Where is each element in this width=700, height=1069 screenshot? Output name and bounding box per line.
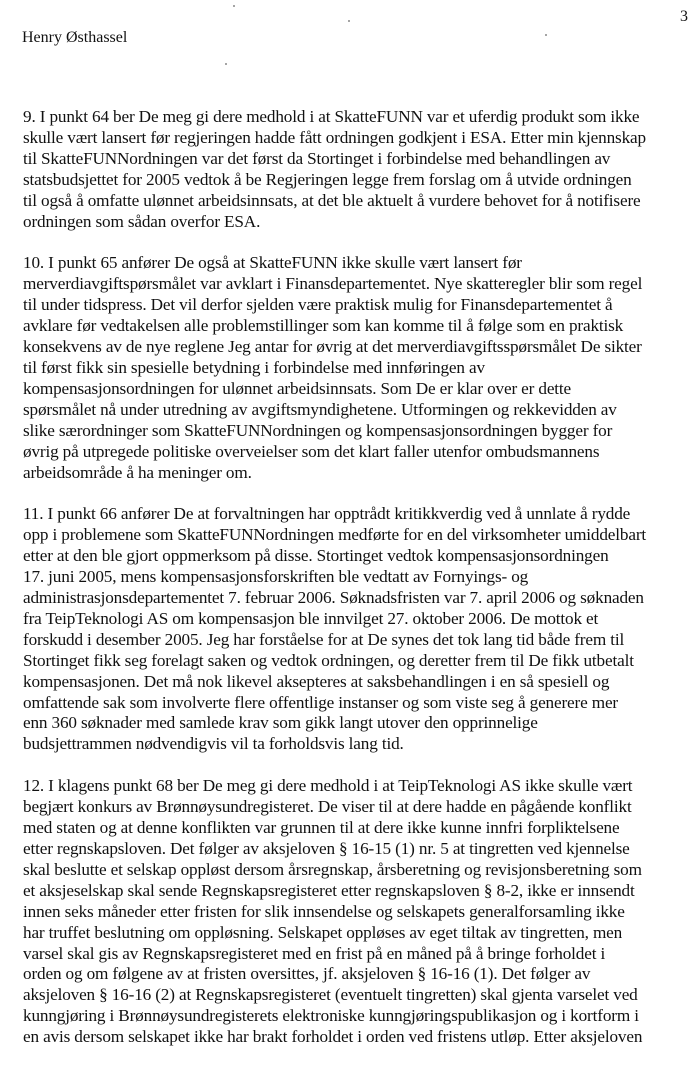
- letter-body: [23, 107, 688, 1069]
- text-line: skulle vært lansert før regjeringen hadde fått ordningen godkjent i ESA. Etter min kjennskap: [23, 127, 646, 147]
- text-line: enn 360 søknader med samlede krav som gikk langt utover den opprinnelige: [23, 713, 538, 733]
- text-line: kunngjøring i Brønnøysundregisterets elektroniske kunngjøringspublikasjon og i kortform i: [23, 1006, 639, 1026]
- page-number: 3: [680, 8, 688, 25]
- text-line: statsbudsjettet for 2005 vedtok å be Regjeringen legge frem forslag om å utvide ordningen: [23, 169, 632, 189]
- text-line: 10. I punkt 65 anfører De også at SkatteFUNN ikke skulle vært lansert før: [23, 253, 522, 273]
- scan-speck: [225, 63, 227, 65]
- text-line: forskudd i desember 2005. Jeg har forståelse for at De synes det tok lang tid både frem til: [23, 629, 625, 649]
- text-line: ordningen som sådan overfor ESA.: [23, 211, 261, 231]
- text-line: 12. I klagens punkt 68 ber De meg gi dere medhold i at TeipTeknologi AS ikke skulle vært: [23, 776, 633, 796]
- text-line: til under tidspress. Det vil derfor sjelden være praktisk mulig for Finansdepartementet å: [23, 295, 613, 315]
- text-line: innen seks måneder etter fristen for slik innsendelse og selskapets generalforsamling ikke: [23, 901, 625, 921]
- paragraph-9: [23, 107, 688, 232]
- text-line: varsel skal gis av Regnskapsregisteret med en frist på en måned på å bringe forholdet i: [23, 943, 606, 963]
- text-line: skal beslutte et selskap oppløst dersom årsregnskap, årsberetning og revisjonsberetning som: [23, 859, 642, 879]
- text-line: en avis dersom selskapet ikke har brakt forholdet i orden ved fristens utløp. Etter aksjeloven: [23, 1027, 643, 1047]
- text-line: arbeidsområde å ha meninger om.: [23, 462, 252, 482]
- text-line: spørsmålet nå under utredning av avgiftsmyndighetene. Utformingen og rekkevidden av: [23, 399, 617, 419]
- text-line: etter at den ble gjort oppmerksom på disse. Stortinget vedtok kompensasjonsordningen: [23, 546, 609, 566]
- text-line: aksjeloven § 16-16 (2) at Regnskapsregisteret (eventuelt tingretten) skal gjenta varselet ved: [23, 985, 638, 1005]
- text-line: øvrig på utpregede politiske overveielser som det klart faller utenfor ombudsmannens: [23, 441, 600, 461]
- paragraph-11: [23, 504, 688, 755]
- text-line: til SkatteFUNNordningen var det først da Stortinget i forbindelse med behandlingen av: [23, 148, 611, 168]
- text-line: Stortinget fikk seg forelagt saken og vedtok ordningen, og deretter frem til De fikk utbetalt: [23, 650, 634, 670]
- text-line: budsjettrammen nødvendigvis vil ta forholdsvis lang tid.: [23, 734, 404, 754]
- paragraph-10: [23, 253, 688, 483]
- scan-speck: [348, 20, 350, 22]
- text-line: slike særordninger som SkatteFUNNordningen og kompensasjonsordningen bygger for: [23, 420, 613, 440]
- text-line: har truffet beslutning om oppløsning. Selskapet oppløses av eget tiltak av tingretten, men: [23, 922, 623, 942]
- author-name: Henry Østhassel: [22, 29, 128, 46]
- text-line: 17. juni 2005, mens kompensasjonsforskriften ble vedtatt av Fornyings- og: [23, 567, 529, 587]
- scan-speck: [545, 34, 547, 36]
- text-line: orden og om følgene av at fristen oversittes, jf. aksjeloven § 16-16 (1). Det følger av: [23, 964, 591, 984]
- text-line: begjært konkurs av Brønnøysundregisteret. De viser til at dere hadde en pågående konflikt: [23, 797, 632, 817]
- text-line: fra TeipTeknologi AS om kompensasjon ble innvilget 27. oktober 2006. De mottok et: [23, 608, 599, 628]
- scan-speck: [233, 5, 235, 7]
- text-line: kompensasjonsordningen for ulønnet arbeidsinnsats. Som De er klar over er dette: [23, 378, 572, 398]
- paragraph-12: [23, 776, 688, 1048]
- text-line: konsekvens av de nye reglene Jeg antar for øvrig at det merverdiavgiftsspørsmålet De sikter: [23, 337, 642, 357]
- text-line: med staten og at denne konflikten var grunnen til at dere ikke kunne innfri forpliktelsene: [23, 818, 620, 838]
- text-line: til først fikk sin spesielle betydning i forbindelse med innføringen av: [23, 357, 485, 377]
- text-line: et aksjeselskap skal sende Regnskapsregisteret etter regnskapsloven § 8-2, ikke er innsendt: [23, 880, 635, 900]
- text-line: etter regnskapsloven. Det følger av aksjeloven § 16-15 (1) nr. 5 at tingretten ved kjennelse: [23, 839, 630, 858]
- text-line: kompensasjonen. Det må nok likevel aksepteres at saksbehandlingen i en så spesiell og: [23, 671, 610, 691]
- text-line: avklare før vedtakelsen alle problemstillinger som kan komme til å følge som en praktisk: [23, 316, 624, 336]
- text-line: omfattende sak som involverte flere offentlige instanser og som viste seg å generere mer: [23, 692, 619, 712]
- text-line: til også å omfatte ulønnet arbeidsinnsats, at det ble aktuelt å vurdere behovet for å notifisere: [23, 190, 641, 210]
- text-line: 11. I punkt 66 anfører De at forvaltningen har opptrådt kritikkverdig ved å unnlate å rydde: [23, 504, 631, 524]
- text-line: merverdiavgiftspørsmålet var avklart i Finansdepartementet. Nye skatteregler blir som regel: [23, 274, 643, 294]
- text-line: 9. I punkt 64 ber De meg gi dere medhold i at SkatteFUNN var et uferdig produkt som ikke: [23, 107, 640, 126]
- text-line: opp i problemene som SkatteFUNNordningen medførte for en del virksomheter umiddelbart: [23, 525, 647, 545]
- text-line: administrasjonsdepartementet 7. februar 2006. Søknadsfristen var 7. april 2006 og søknaden: [23, 588, 644, 608]
